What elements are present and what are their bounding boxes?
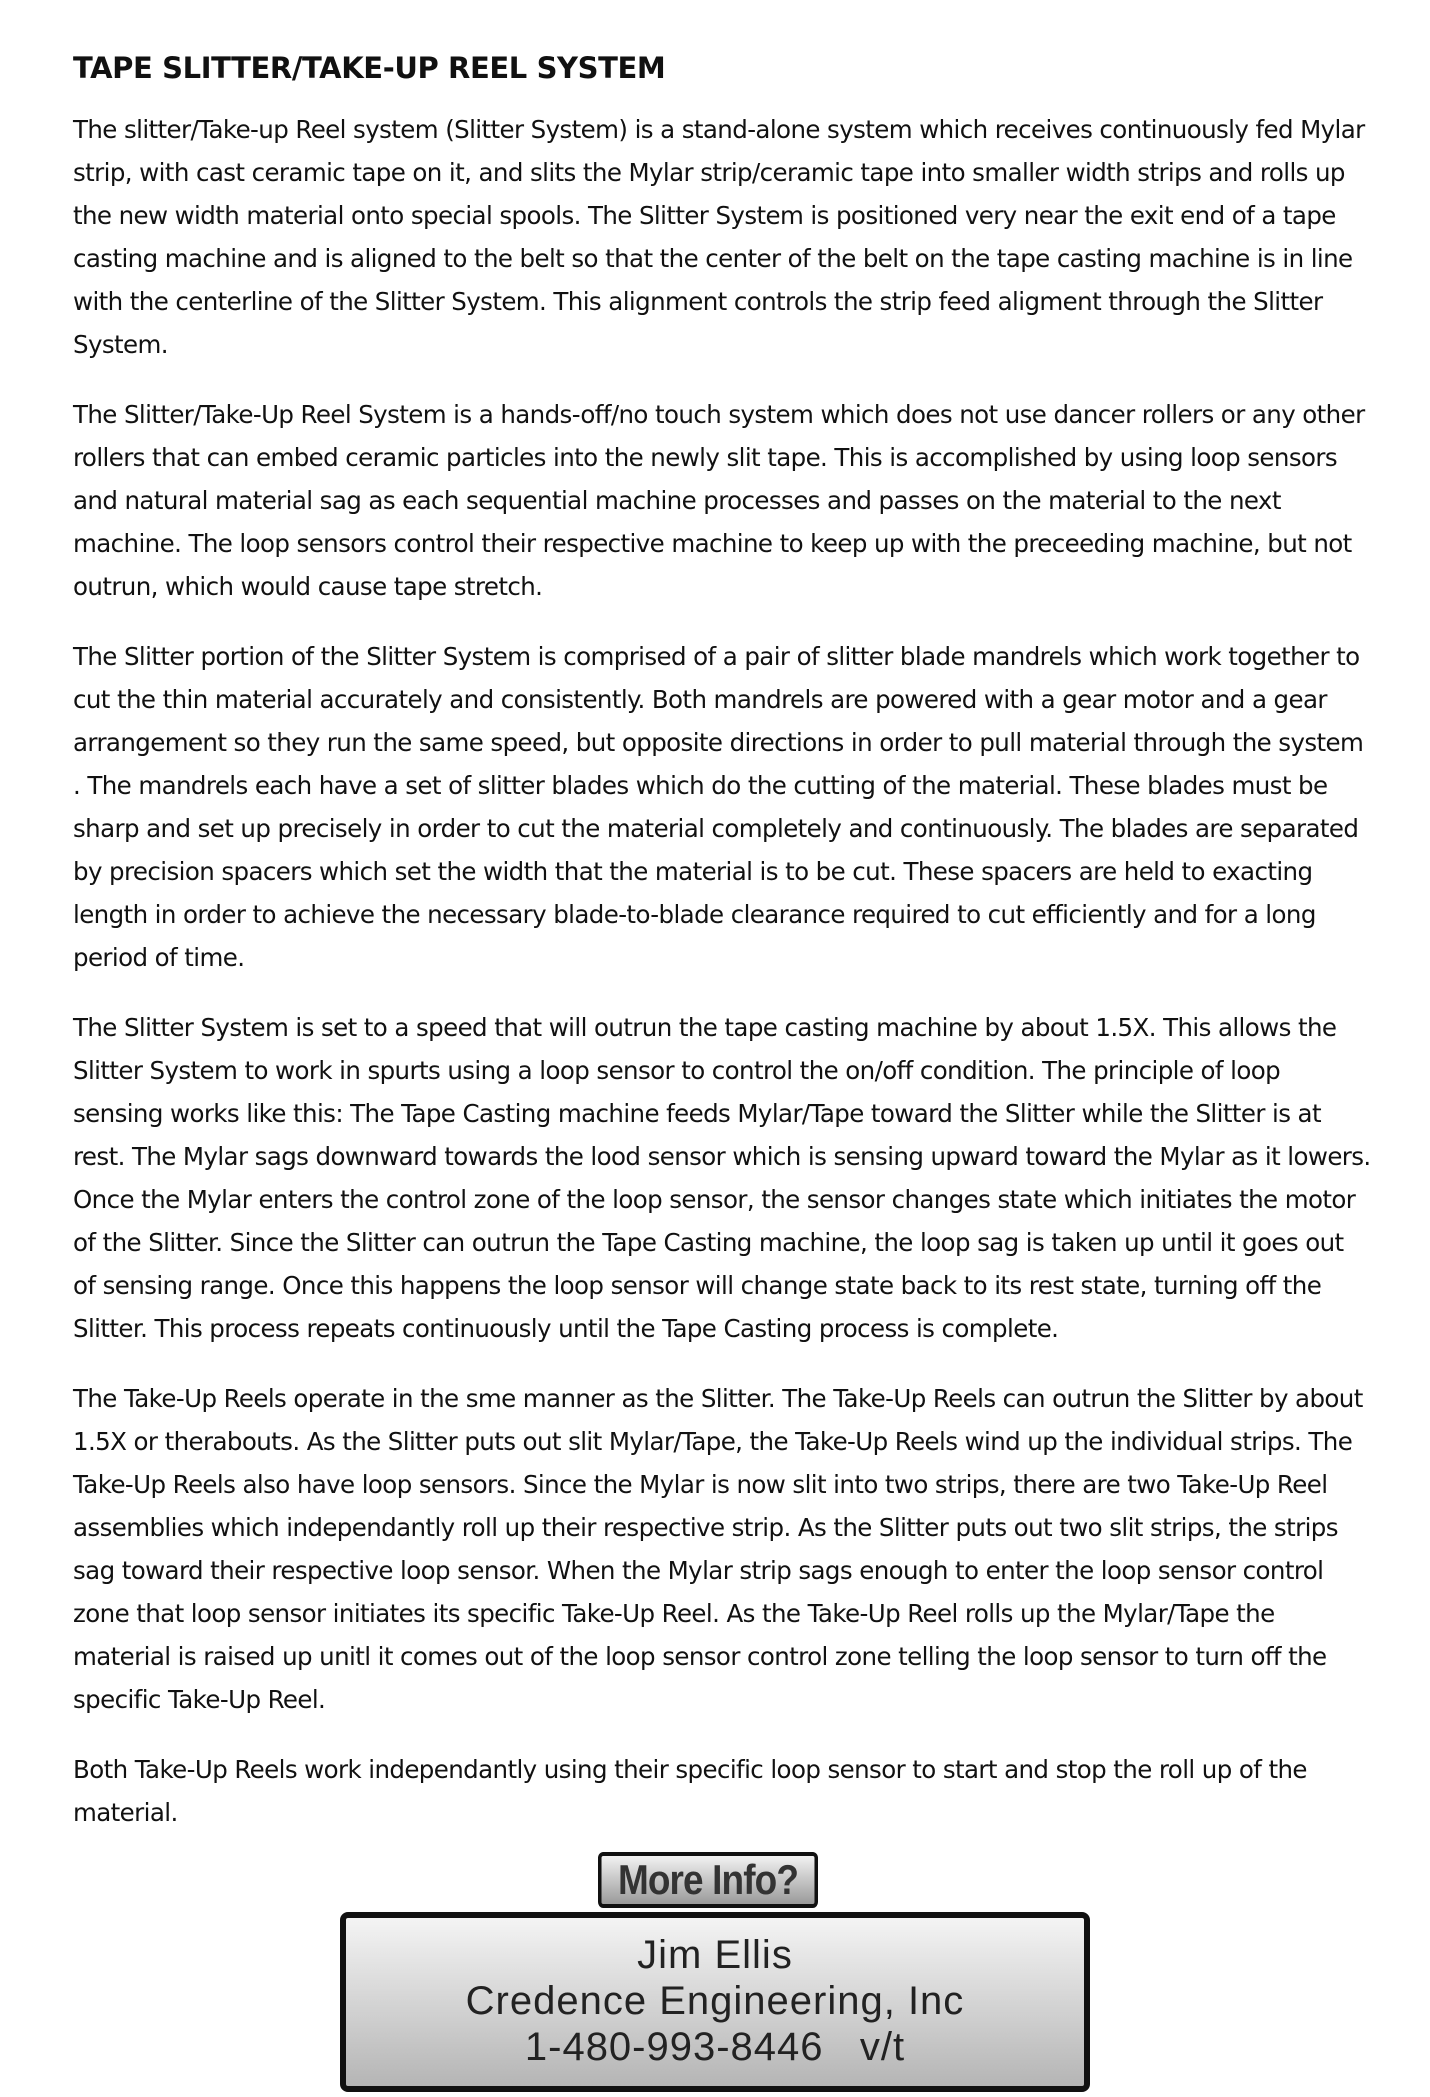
more-info-badge: More Info? <box>598 1852 818 1908</box>
contact-company: Credence Engineering, Inc <box>465 1979 965 2023</box>
paragraph-independent-reels: Both Take-Up Reels work independantly using their specific loop sensor to start and stop the roll up of the material. <box>73 1754 1307 1827</box>
paragraph-slitter-portion: The Slitter portion of the Slitter System is comprised of a pair of slitter blade mandrels which work together to cut the thin material accurately and consistently. Both mandrels are powered with a gear motor and a gear arrangement so they run the same speed, but opposite directions in order to pull material through the system . The mandrels each have a set of slitter blades which do the cutting of the material. These blades must be sharp and set up precisely in order to cut the material completely and continuously. The blades are separated by precision spacers which set the width that the material is to be cut. These spacers are held to exacting length in order to achieve the necessary blade-to-blade clearance required to cut efficiently and for a long period of time. <box>73 641 1364 972</box>
document-page <box>73 40 1373 1861</box>
paragraph-take-up-reels: The Take-Up Reels operate in the sme manner as the Slitter. The Take-Up Reels can outrun the Slitter by about 1.5X or therabouts. As the Slitter puts out slit Mylar/Tape, the Take-Up Reels wind up the individual strips. The Take-Up Reels also have loop sensors. Since the Mylar is now slit into two strips, there are two Take-Up Reel assemblies which independantly roll up their respective strip. As the Slitter puts out two slit strips, the strips sag toward their respective loop sensor. When the Mylar strip sags enough to enter the loop sensor control zone that loop sensor initiates its specific Take-Up Reel. As the Take-Up Reel rolls up the Mylar/Tape the material is raised up unitl it comes out of the loop sensor control zone telling the loop sensor to turn off the specific Take-Up Reel. <box>73 1383 1363 1714</box>
paragraph-speed-loop-sensing: The Slitter System is set to a speed that will outrun the tape casting machine by about 1.5X. This allows the Slitter System to work in spurts using a loop sensor to control the on/off condition. The principle of loop sensing works like this: The Tape Casting machine feeds Mylar/Tape toward the Slitter while the Slitter is at rest. The Mylar sags downward towards the lood sensor which is sensing upward toward the Mylar as it lowers. Once the Mylar enters the control zone of the loop sensor, the sensor changes state which initiates the motor of the Slitter. Since the Slitter can outrun the Tape Casting machine, the loop sag is taken up until it goes out of sensing range. Once this happens the loop sensor will change state back to its rest state, turning off the Slitter. This process repeats continuously until the Tape Casting process is complete. <box>73 1012 1371 1343</box>
paragraph-intro: The slitter/Take-up Reel system (Slitter System) is a stand-alone system which receives continuously fed Mylar strip, with cast ceramic tape on it, and slits the Mylar strip/ceramic tape into smaller width strips and rolls up the new width material onto special spools. The Slitter System is positioned very near the exit end of a tape casting machine and is aligned to the belt so that the center of the belt on the tape casting machine is in line with the centerline of the Slitter System. This alignment controls the strip feed aligment through the Slitter System. <box>73 114 1365 359</box>
page-title: TAPE SLITTER/TAKE-UP REEL SYSTEM <box>73 51 666 85</box>
paragraph-hands-off: The Slitter/Take-Up Reel System is a hands-off/no touch system which does not use dancer rollers or any other rollers that can embed ceramic particles into the newly slit tape. This is accomplished by using loop sensors and natural material sag as each sequential machine processes and passes on the material to the next machine. The loop sensors control their respective machine to keep up with the preceeding machine, but not outrun, which would cause tape stretch. <box>73 399 1365 601</box>
contact-box <box>340 1912 1090 2092</box>
contact-name: Jim Ellis <box>637 1933 793 1977</box>
contact-phone: 1-480-993-8446 v/t <box>524 2025 906 2069</box>
